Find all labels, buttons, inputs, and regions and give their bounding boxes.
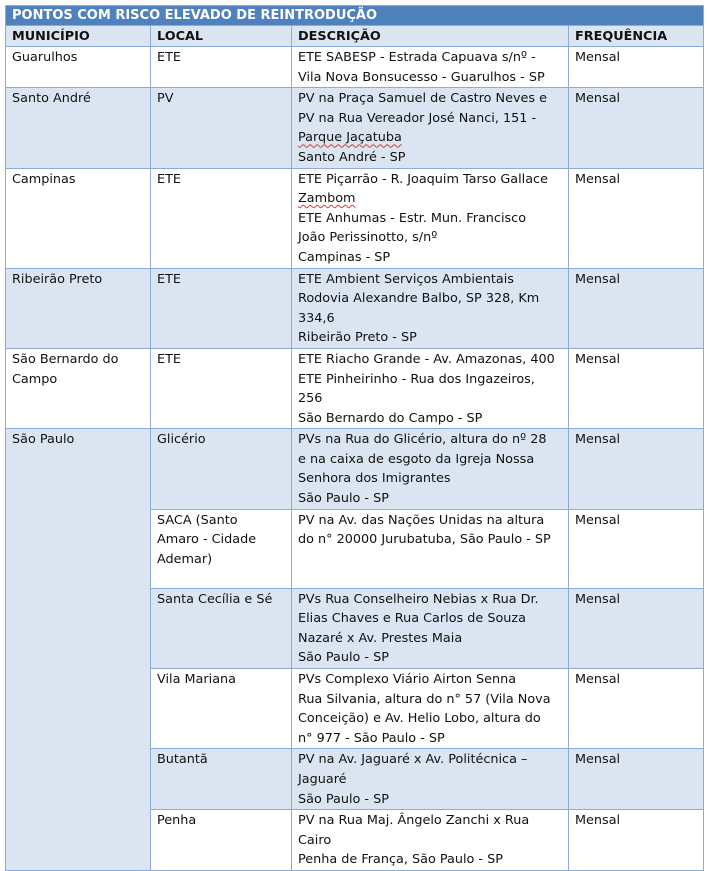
cell-municipio: São Paulo [6,429,151,871]
cell-local: Glicério [151,429,292,509]
descricao-line: do n° 20000 Jurubatuba, São Paulo - SP [298,532,551,548]
cell-frequencia: Mensal [569,429,704,509]
descricao-line: 256 [298,391,323,407]
cell-descricao [292,88,569,168]
cell-local: Vila Mariana [151,669,292,749]
descricao-line: Nazaré x Av. Prestes Maia [298,630,463,646]
descricao-line: Elias Chaves e Rua Carlos de Souza [298,611,526,627]
table-header-row [6,26,704,47]
municipio-line: Campo [12,371,58,387]
risk-points-table [5,5,704,871]
descricao-line: São Paulo - SP [298,791,389,807]
cell-frequencia: Mensal [569,749,704,810]
cell-local: Santa Cecília e Sé [151,588,292,668]
header-frequencia: FREQUÊNCIA [569,26,704,47]
cell-municipio [6,348,151,428]
local-line: Ademar) [157,551,213,567]
cell-frequencia: Mensal [569,669,704,749]
descricao-line: 334,6 [298,310,335,326]
cell-frequencia: Mensal [569,88,704,168]
descricao-line: Zambom [298,191,356,207]
cell-local: ETE [151,348,292,428]
descricao-line: ETE Riacho Grande - Av. Amazonas, 400 [298,351,555,367]
descricao-line: Parque Jaçatuba [298,130,402,146]
cell-local: ETE [151,168,292,268]
cell-descricao [292,810,569,871]
descricao-line: São Bernardo do Campo - SP [298,410,483,426]
cell-local [151,509,292,588]
descricao-line: PV na Av. das Nações Unidas na altura [298,512,545,528]
descricao-line: São Paulo - SP [298,650,389,666]
cell-frequencia: Mensal [569,588,704,668]
header-municipio: MUNICÍPIO [6,26,151,47]
descricao-line: Campinas - SP [298,249,391,265]
descricao-line: ETE Piçarrão - R. Joaquim Tarso Gallace [298,171,548,187]
cell-descricao [292,588,569,668]
cell-municipio: Ribeirão Preto [6,268,151,348]
descricao-line: Cairo [298,832,332,848]
descricao-line: PV na Rua Maj. Ângelo Zanchi x Rua [298,813,530,829]
cell-municipio: Santo André [6,88,151,168]
descricao-line: Senhora dos Imigrantes [298,471,451,487]
descricao-line: Rodovia Alexandre Balbo, SP 328, Km [298,291,540,307]
cell-descricao [292,348,569,428]
descricao-line: Santo André - SP [298,149,406,165]
local-line: SACA (Santo [157,512,238,528]
table-row [6,47,704,88]
descricao-line: Conceição) e Av. Helio Lobo, altura do [298,711,541,727]
cell-descricao [292,168,569,268]
cell-descricao [292,669,569,749]
cell-frequencia: Mensal [569,47,704,88]
cell-local: ETE [151,268,292,348]
local-line: Amaro - Cidade [157,532,257,548]
descricao-line: Ribeirão Preto - SP [298,330,417,346]
header-descricao: DESCRIÇÃO [292,26,569,47]
cell-local: PV [151,88,292,168]
cell-descricao [292,268,569,348]
table-title-row [6,6,704,26]
cell-local: ETE [151,47,292,88]
cell-frequencia: Mensal [569,268,704,348]
descricao-line: PV na Av. Jaguaré x Av. Politécnica – [298,752,528,768]
cell-municipio: Guarulhos [6,47,151,88]
cell-local: Penha [151,810,292,871]
table-row [6,168,704,268]
descricao-line: PVs na Rua do Glicério, altura do nº 28 [298,432,547,448]
cell-frequencia: Mensal [569,509,704,588]
descricao-line: PVs Complexo Viário Airton Senna [298,672,517,688]
cell-descricao [292,429,569,509]
cell-descricao [292,47,569,88]
cell-descricao [292,509,569,588]
descricao-line: PV na Rua Vereador José Nanci, 151 - [298,110,537,126]
descricao-line: Vila Nova Bonsucesso - Guarulhos - SP [298,69,545,85]
cell-frequencia: Mensal [569,168,704,268]
descricao-line: ETE Ambient Serviços Ambientais [298,271,514,287]
descricao-line: ETE Pinheirinho - Rua dos Ingazeiros, [298,371,535,387]
descricao-line: João Perissinotto, s/nº [298,230,438,246]
table-row [6,88,704,168]
cell-local: Butantã [151,749,292,810]
descricao-line: PVs Rua Conselheiro Nebias x Rua Dr. [298,591,539,607]
descricao-line: e na caixa de esgoto da Igreja Nossa [298,451,535,467]
municipio-line: São Bernardo do [12,351,119,367]
descricao-line: ETE SABESP - Estrada Capuava s/nº - [298,50,536,65]
header-local: LOCAL [151,26,292,47]
descricao-line: n° 977 - São Paulo - SP [298,730,445,746]
table-row [6,268,704,348]
cell-frequencia: Mensal [569,810,704,871]
table-row [6,348,704,428]
descricao-line: São Paulo - SP [298,491,389,507]
table-row [6,429,704,509]
cell-descricao [292,749,569,810]
cell-municipio: Campinas [6,168,151,268]
descricao-line: ETE Anhumas - Estr. Mun. Francisco [298,210,527,226]
descricao-line: PV na Praça Samuel de Castro Neves e [298,91,548,107]
table-title: PONTOS COM RISCO ELEVADO DE REINTRODUÇÃO [6,6,704,26]
descricao-line: Rua Silvania, altura do n° 57 (Vila Nova [298,691,551,707]
cell-frequencia: Mensal [569,348,704,428]
descricao-line: Jaguaré [298,772,347,787]
descricao-line: Penha de França, São Paulo - SP [298,852,503,868]
